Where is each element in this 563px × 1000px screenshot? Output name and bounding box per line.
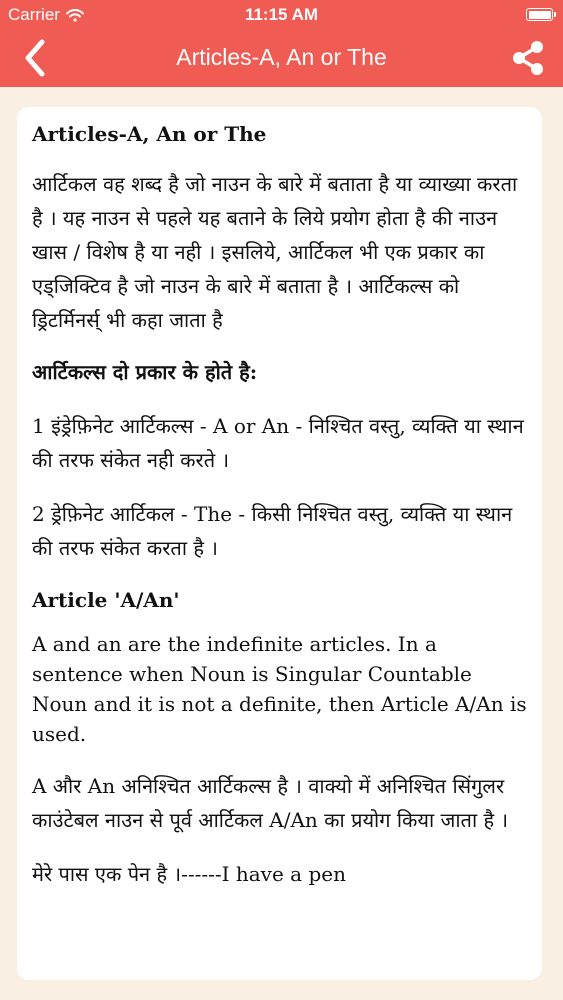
intro-paragraph: आर्टिकल वह शब्द है जो नाउन के बारे में बताता है या व्याख्या करता है । यह नाउन से पहले यह बताने के लिये प्रयोग होता है की नाउन खास / विशेष है या नही । इसलिये, आर्टिकल भी एक प्रकार का एड्जिक्टिव है जो नाउन के बारे में बताता है । आर्टिकल्स को ड्रिटर्मिनर्स् भी कहा जाता है	[32, 172, 518, 332]
type1-paragraph: 1 इंड्रेफ़िनेट आर्टिकल्स - A or An - निश्चित वस्तु, व्यक्ति या स्थान की तरफ संकेत नही करते ।	[32, 414, 524, 472]
status-time: 11:15 AM	[244, 5, 319, 24]
header	[0, 0, 563, 87]
content-card	[17, 107, 542, 980]
article-title: Articles-A, An or The	[32, 122, 267, 146]
article-content	[17, 107, 542, 891]
carrier-label: Carrier	[8, 5, 60, 24]
example-sentence: मेरे पास एक पेन है ।------I have a pen	[32, 862, 346, 886]
article-a-heading: Article 'A/An'	[32, 588, 180, 612]
share-icon	[511, 40, 545, 76]
article-a-english-paragraph: A and an are the indefinite articles. In a sentence when Noun is Singular Countable Noun and it is not a definite, then Article A/An is used.	[32, 632, 527, 746]
bottom-fade	[0, 980, 563, 1000]
navigation-bar	[0, 30, 563, 87]
type2-paragraph: 2 ड्रेफ़िनेट आर्टिकल - The - किसी निश्चित वस्तु, व्यक्ति या स्थान की तरफ संकेत करता है ।	[32, 502, 513, 560]
types-heading: आर्टिकल्स दो प्रकार के होते है:	[32, 360, 258, 384]
battery-icon	[526, 8, 553, 21]
status-bar	[0, 0, 563, 30]
page-title: Articles-A, An or The	[176, 44, 387, 70]
battery-level	[529, 11, 551, 19]
share-button[interactable]	[511, 40, 545, 76]
article-a-hindi-paragraph: A और An अनिश्चित आर्टिकल्स है । वाक्यो में अनिश्चित सिंगुलर काउंटेबल नाउन से पूर्व आर्टिकल A/An का प्रयोग किया जाता है ।	[32, 774, 509, 832]
